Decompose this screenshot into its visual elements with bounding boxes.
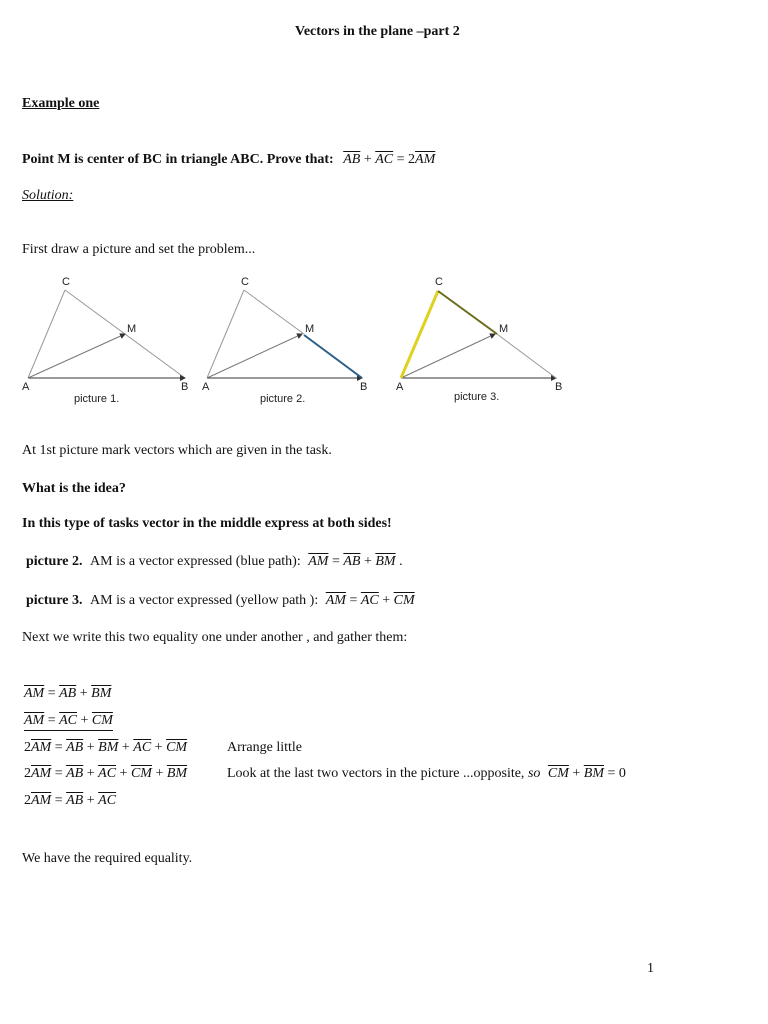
problem-statement xyxy=(22,152,435,168)
point-c-label: C xyxy=(435,276,443,288)
point-m-label: M xyxy=(305,323,315,335)
point-b-label: B xyxy=(555,381,563,393)
picture-3-line xyxy=(26,593,415,609)
picture-2-text: AM is a vector expressed (blue path): xyxy=(90,554,301,569)
point-a-label: A xyxy=(22,381,30,393)
idea-question: What is the idea? xyxy=(22,481,126,496)
picture-3-label: picture 3. xyxy=(26,593,83,608)
arrange-note: Arrange little xyxy=(227,740,303,755)
point-a-label: A xyxy=(396,381,404,393)
equation-1: $\overline{AM} = \overline{AB} + \overline{BM}$ xyxy=(24,686,112,701)
figure-3 xyxy=(396,276,562,403)
figures-panel xyxy=(0,270,600,410)
figure-1-caption: picture 1. xyxy=(74,393,120,405)
picture-2-label: picture 2. xyxy=(26,554,83,569)
equation-2: $\overline{AM} = \overline{AC} + \overline{CM}$ xyxy=(24,713,113,731)
figure-2-caption: picture 2. xyxy=(260,393,306,405)
look-note: Look at the last two vectors in the picture ...opposite, so $\overline{CM} + \overline{BM} = 0$ xyxy=(227,766,626,781)
picture-3-text: AM is a vector expressed (yellow path ): xyxy=(90,593,319,608)
point-c-label: C xyxy=(62,276,70,288)
example-heading: Example one xyxy=(22,96,100,111)
figure-3-caption: picture 3. xyxy=(454,391,500,403)
step-1-text: At 1st picture mark vectors which are given in the task. xyxy=(22,443,332,458)
point-b-label: B xyxy=(181,381,189,393)
opposite-equation: $\overline{CM} + \overline{BM} = 0$ xyxy=(547,766,626,781)
problem-text: Point M is center of BC in triangle ABC. Prove that: xyxy=(22,152,334,167)
equation-4: $2\overline{AM} = \overline{AB} + \overline{AC} + \overline{CM} + \overline{BM}$ xyxy=(24,766,188,781)
point-c-label: C xyxy=(241,276,249,288)
figure-2 xyxy=(202,276,367,405)
solution-label: Solution: xyxy=(22,188,74,203)
point-m-label: M xyxy=(499,323,509,335)
picture-2-line xyxy=(26,554,403,570)
problem-equation: $\overline{AB} + \overline{AC} = 2\overline{AM}$ xyxy=(343,152,436,167)
equation-3: $2\overline{AM} = \overline{AB} + \overline{BM} + \overline{AC} + \overline{CM}$ xyxy=(24,740,188,755)
point-a-label: A xyxy=(202,381,210,393)
idea-statement: In this type of tasks vector in the middle express at both sides! xyxy=(22,516,392,531)
equation-5: $2\overline{AM} = \overline{AB} + \overline{AC}$ xyxy=(24,793,117,808)
page-number: 1 xyxy=(647,961,654,976)
conclusion-text: We have the required equality. xyxy=(22,851,193,866)
page-title: Vectors in the plane –part 2 xyxy=(295,24,460,39)
point-m-label: M xyxy=(127,323,137,335)
picture-3-equation: $\overline{AM} = \overline{AC} + \overline{CM}$ xyxy=(325,593,415,608)
figure-1 xyxy=(22,276,188,405)
point-b-label: B xyxy=(360,381,368,393)
picture-2-equation: $\overline{AM} = \overline{AB} + \overline{BM}$ . xyxy=(308,554,403,569)
gather-text: Next we write this two equality one under another , and gather them: xyxy=(22,630,408,645)
intro-text: First draw a picture and set the problem... xyxy=(22,242,256,257)
